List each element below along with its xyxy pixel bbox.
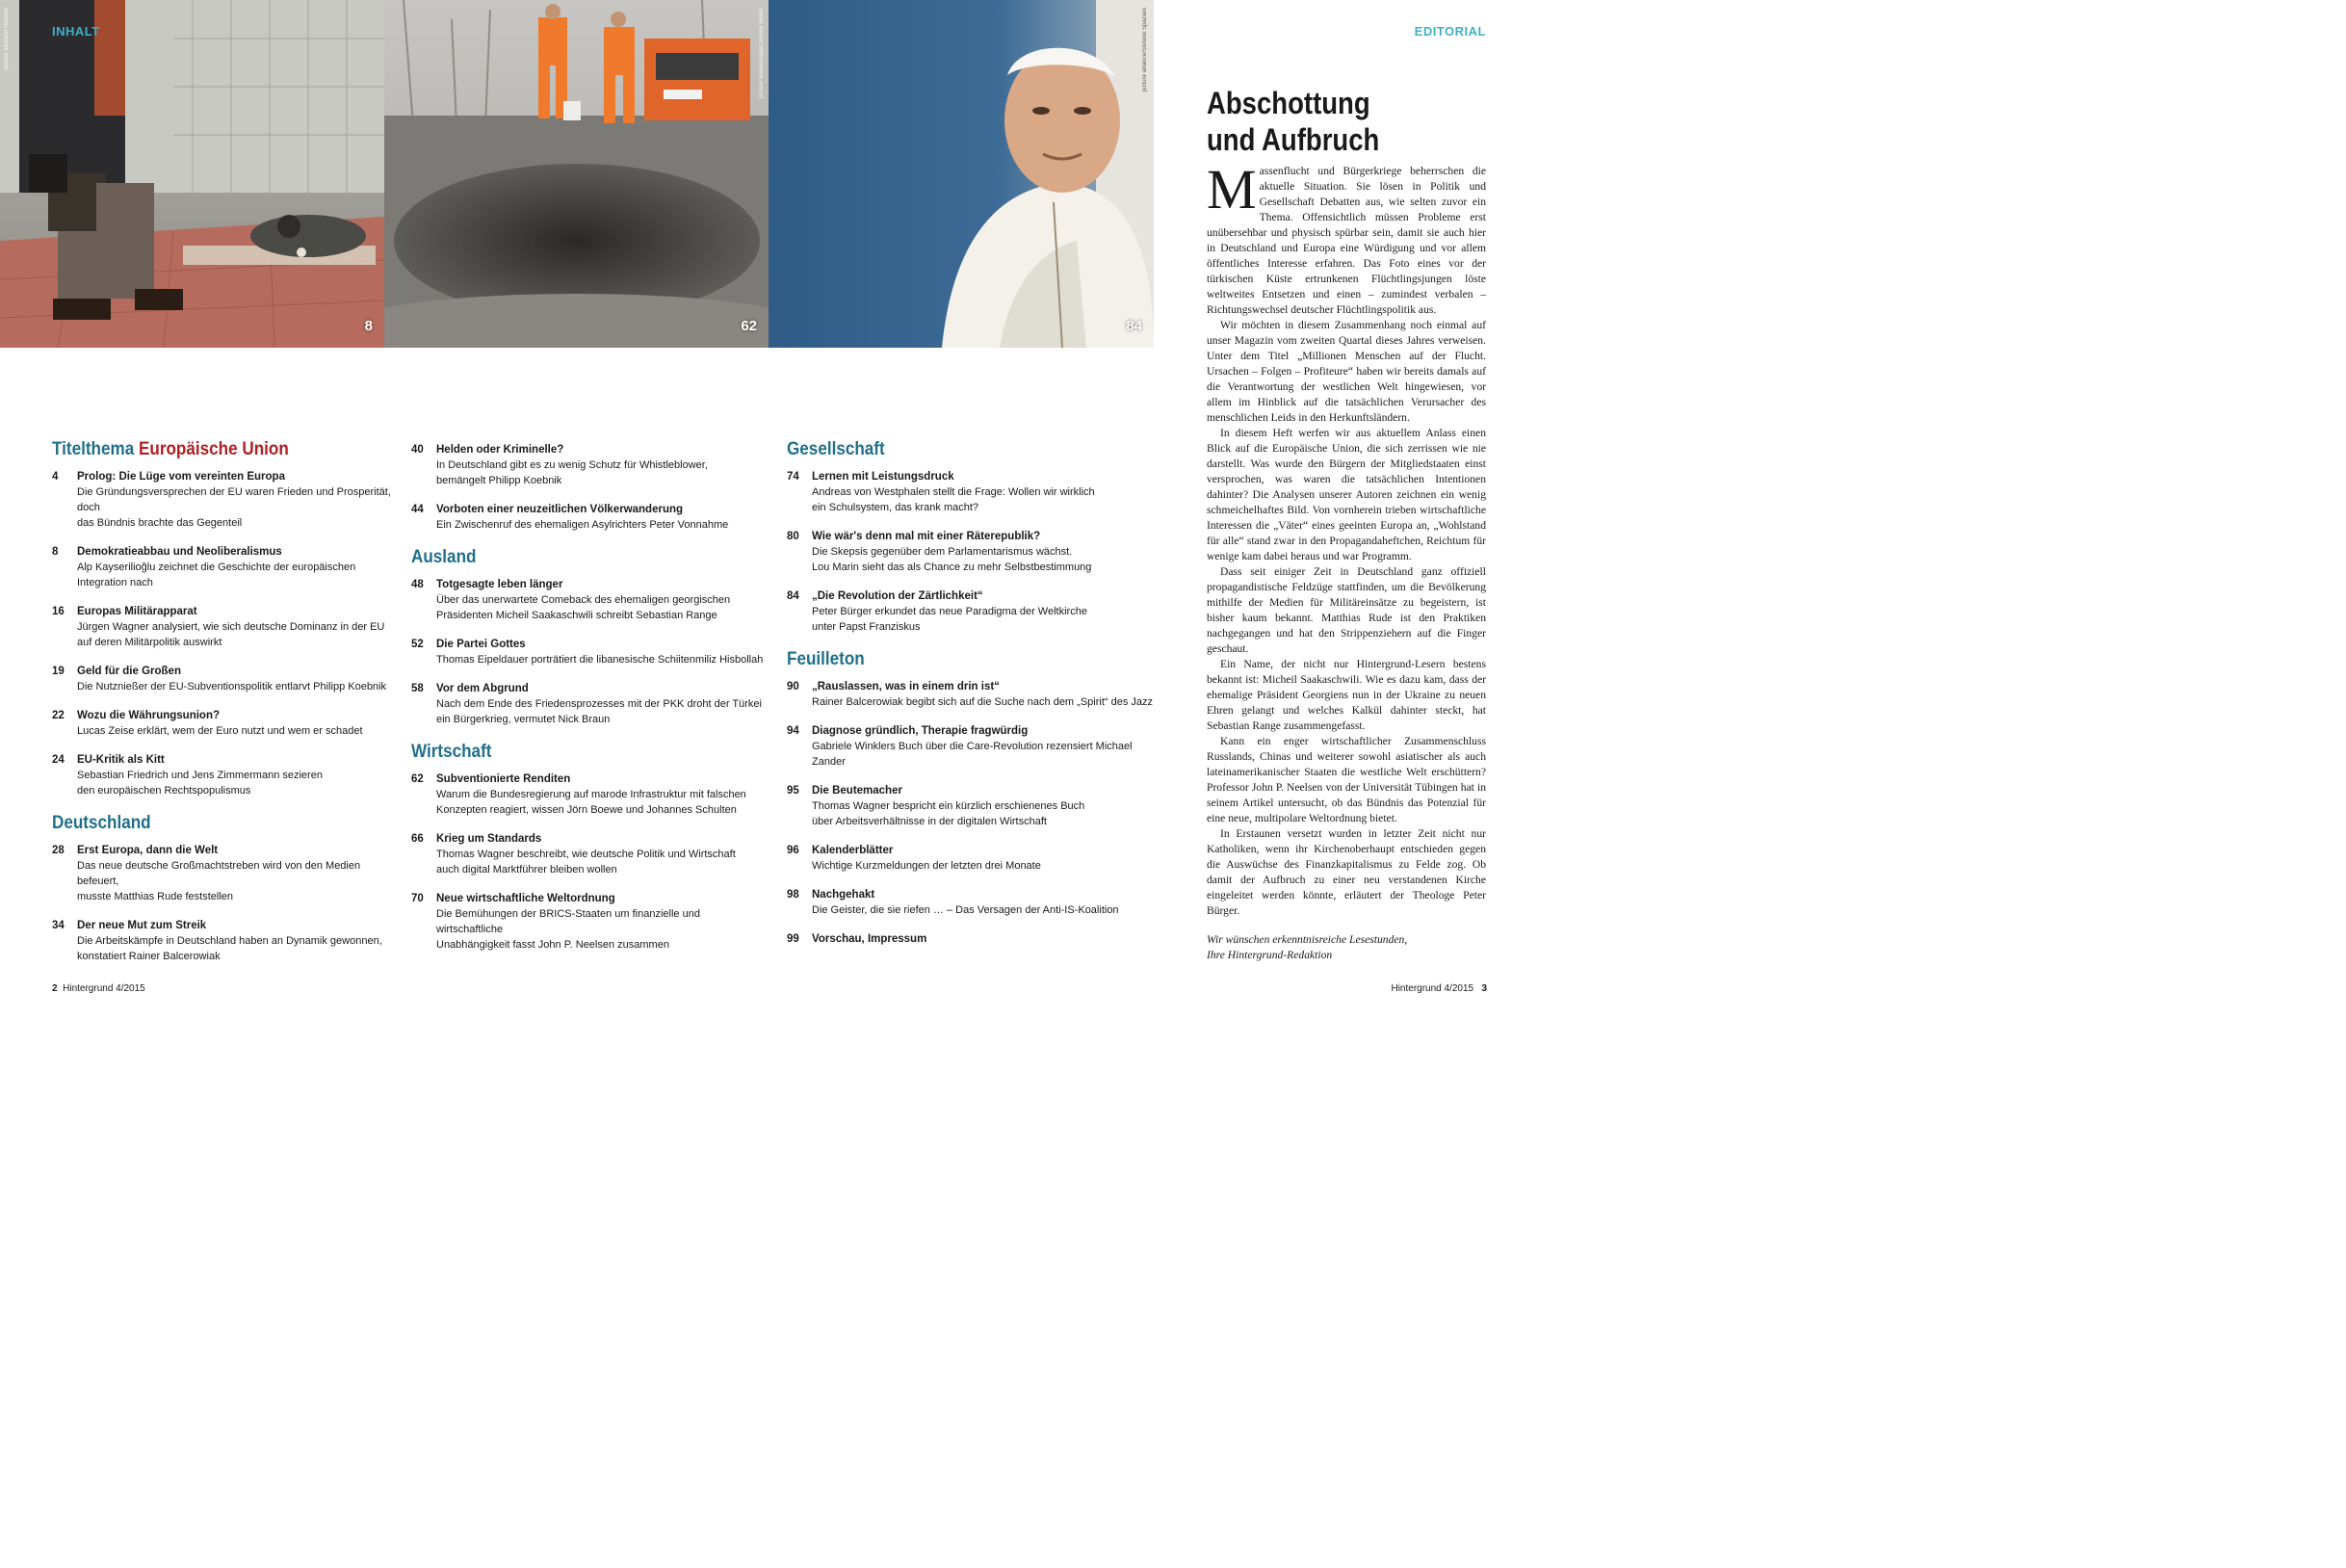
toc-page-number: 34 [52, 920, 65, 931]
toc-page-number: 40 [411, 444, 424, 456]
toc-page-number: 74 [787, 471, 799, 483]
toc-entry-body [436, 891, 768, 953]
section-heading-text: Deutschland [52, 813, 151, 833]
toc-page-number: 90 [787, 681, 799, 693]
toc-entry-description: Die Bemühungen der BRICS-Staaten um finanzielle und wirtschaftliche Unabhängigkeit fasst John P. Neelsen zusammen [436, 908, 700, 951]
toc-entry-description: Alp Kayserilioğlu zeichnet die Geschichte der europäischen Integration nach [77, 562, 356, 588]
toc-entry-description: Peter Bürger erkundet das neue Paradigma der Weltkirche unter Papst Franziskus [812, 606, 1087, 633]
toc-entry-body [812, 843, 1153, 874]
toc-page-number: 84 [787, 590, 799, 602]
toc-entry-title: Die Beutemacher [812, 785, 902, 797]
footer-right-text: Hintergrund 4/2015 [1391, 983, 1474, 994]
photo-pope [769, 0, 1154, 348]
section-heading [411, 741, 732, 764]
toc-entry[interactable] [787, 887, 1153, 918]
page-number-right: 3 [1481, 983, 1487, 994]
toc-entry-description: Das neue deutsche Großmachtstreben wird von den Medien befeuert, musste Matthias Rude feststellen [77, 860, 361, 902]
section-heading [52, 438, 364, 461]
editorial-paragraph [1207, 564, 1486, 657]
toc-page-number: 58 [411, 683, 424, 694]
toc-entry[interactable] [411, 442, 768, 488]
toc-entry-body [436, 577, 768, 623]
toc-entry-description: Die Skepsis gegenüber dem Parlamentarismus wächst. Lou Marin sieht das als Chance zu mehr Selbstbestimmung [812, 546, 1092, 573]
toc-entry[interactable] [52, 752, 399, 798]
footer-right [1391, 983, 1487, 994]
toc-page-number: 96 [787, 845, 799, 856]
toc-entry-description: Die Arbeitskämpfe in Deutschland haben an Dynamik gewonnen, konstatiert Rainer Balcerowiak [77, 935, 382, 962]
toc-entry-title: „Rauslassen, was in einem drin ist“ [812, 681, 1000, 693]
toc-entry-body [77, 469, 399, 531]
toc-page-number: 80 [787, 531, 799, 542]
editorial [1207, 85, 1486, 963]
toc-page-number: 22 [52, 710, 65, 721]
editorial-paragraph [1207, 318, 1486, 426]
toc-entry-title: Vorboten einer neuzeitlichen Völkerwanderung [436, 504, 684, 515]
toc-entry[interactable] [52, 843, 399, 904]
toc-entry-body [77, 544, 399, 590]
toc-entry-description: Thomas Eipeldauer porträtiert die libanesische Schiitenmiliz Hisbollah [436, 654, 764, 666]
toc-column-1 [52, 438, 399, 978]
editorial-label: EDITORIAL [1414, 24, 1486, 39]
section-heading-text: Titelthema [52, 439, 135, 459]
toc-entry-title: Vor dem Abgrund [436, 683, 529, 694]
toc-entry[interactable] [52, 469, 399, 531]
photo-page-number: 84 [1126, 318, 1142, 334]
toc-entry-body [812, 887, 1153, 918]
editorial-paragraph-text: Wir möchten in diesem Zusammenhang noch einmal auf unser Magazin vom zweiten Quartal dieses Jahres verweisen. Unter dem Titel „Millionen Menschen auf der Flucht. Ursachen – Folgen – Profiteure“ haben wir bereits damals auf die Verantwortung der westlichen Welt hingewiesen, vor allem im Hinblick auf die tatsächlichen Verursacher des menschlichen Leids in den Herkunftsländern. [1207, 319, 1486, 424]
toc-entry-description: Lucas Zeise erklärt, wem der Euro nutzt und wem er schadet [77, 725, 363, 737]
toc-entry-title: Lernen mit Leistungsdruck [812, 471, 954, 483]
section-heading-text: Ausland [411, 547, 477, 567]
toc-entry[interactable] [787, 783, 1153, 829]
editorial-paragraph [1207, 657, 1486, 734]
photo-credit: picture alliance/Stefano Spaziani [1142, 8, 1148, 92]
toc-page-number: 62 [411, 773, 424, 785]
toc-entry-title: Prolog: Die Lüge vom vereinten Europa [77, 471, 285, 483]
section-heading-text: Wirtschaft [411, 742, 492, 762]
section-heading [787, 648, 1116, 671]
toc-entry-body [812, 529, 1153, 575]
toc-page-number: 28 [52, 845, 65, 856]
toc-page-number: 24 [52, 754, 65, 766]
toc-page-number: 95 [787, 785, 799, 797]
toc-entry-body [436, 502, 768, 533]
toc-entry-body [77, 604, 399, 650]
photo-street-scene [0, 0, 384, 348]
toc-page-number: 4 [52, 471, 59, 483]
editorial-title: Abschottung und Aufbruch [1207, 86, 1380, 157]
section-heading [787, 438, 1116, 461]
toc-entry-description: Rainer Balcerowiak begibt sich auf die Suche nach dem „Spirit“ des Jazz [812, 696, 1154, 708]
toc-entry-description: Wichtige Kurzmeldungen der letzten drei Monate [812, 860, 1041, 872]
toc-entry-body [436, 681, 768, 727]
toc-entry-description: Sebastian Friedrich und Jens Zimmermann sezieren den europäischen Rechtspopulismus [77, 770, 323, 797]
toc-entry[interactable] [52, 918, 399, 964]
toc-entry-body [812, 679, 1153, 710]
toc-entry-body [812, 588, 1153, 635]
toc-entry-title: Kalenderblätter [812, 845, 894, 856]
toc-entry[interactable] [411, 831, 768, 877]
toc-page-number: 52 [411, 639, 424, 650]
toc-entry-title: Demokratieabbau und Neoliberalismus [77, 546, 282, 558]
toc-entry-body [436, 442, 768, 488]
footer-left [52, 983, 145, 994]
toc-entry-title: Helden oder Kriminelle? [436, 444, 564, 456]
toc-entry[interactable] [52, 708, 399, 739]
toc-entry-description: Gabriele Winklers Buch über die Care-Revolution rezensiert Michael Zander [812, 741, 1133, 768]
toc-entry-body [77, 918, 399, 964]
toc-page-number: 94 [787, 725, 799, 737]
photo-credit: picture alliance/ Reuters [4, 8, 10, 70]
toc-entry-title: Geld für die Großen [77, 666, 181, 677]
toc-entry-body [812, 931, 1153, 947]
toc-page-number: 66 [411, 833, 424, 845]
toc-entry-title: Krieg um Standards [436, 833, 542, 845]
toc-page-number: 8 [52, 546, 59, 558]
photo-road-pothole [384, 0, 769, 348]
toc-entry-title: Europas Militärapparat [77, 606, 197, 617]
editorial-dropcap: M [1207, 158, 1257, 221]
toc-entry-body [812, 723, 1153, 770]
toc-entry-body [812, 783, 1153, 829]
toc-entry-description: Über das unerwartete Comeback des ehemaligen georgischen Präsidenten Micheil Saakaschwili schreibt Sebastian Range [436, 594, 731, 621]
section-heading-accent: Europäische Union [138, 439, 289, 459]
page-number-left: 2 [52, 983, 58, 994]
toc-entry[interactable] [411, 681, 768, 727]
toc-entry-body [436, 637, 768, 667]
toc-entry-description: Warum die Bundesregierung auf marode Infrastruktur mit falschen Konzepten reagiert, wissen Jörn Boewe und Johannes Schulten [436, 789, 746, 816]
toc-entry-description: Ein Zwischenruf des ehemaligen Asylrichters Peter Vonnahme [436, 519, 729, 531]
section-heading-text: Gesellschaft [787, 439, 885, 459]
toc-entry-title: Wozu die Währungsunion? [77, 710, 220, 721]
editorial-paragraph-text: Dass seit einiger Zeit in Deutschland ganz offiziell propagandistische Feldzüge stattfinden, um die Bevölkerung mithilfe der Medien für Militäreinsätze zu begeistern, ist bisher kaum bekannt. Matthias Rude ist den Praktiken nachgegangen und hat den Strippenziehern auf die Finger geschaut. [1207, 565, 1486, 655]
toc-entry[interactable] [787, 931, 1153, 947]
toc-entry-title: Diagnose gründlich, Therapie fragwürdig [812, 725, 1029, 737]
toc-entry-title: Neue wirtschaftliche Weltordnung [436, 893, 615, 904]
toc-entry-title: Vorschau, Impressum [812, 933, 927, 945]
inhalt-label: INHALT [52, 24, 100, 39]
toc-page-number: 16 [52, 606, 65, 617]
editorial-paragraph-text: Ein Name, der nicht nur Hintergrund-Lesern bestens bekannt ist: Micheil Saakaschwili. Wie es dazu kam, dass der ehemalige Präsident Georgiens nun in der Ukraine zu neuen Ehren gelangt und welches Kalkül dahinter steckt, hat Sebastian Range zusammengefasst. [1207, 658, 1486, 732]
toc-entry-body [436, 771, 768, 818]
toc-entry-title: Der neue Mut zum Streik [77, 920, 207, 931]
toc-entry-title: Die Partei Gottes [436, 639, 526, 650]
editorial-paragraph-text: Kann ein enger wirtschaftlicher Zusammenschluss Russlands, Chinas und weiterer sowohl asiatischer als auch lateinamerikanischer Staaten die westliche Welt erschüttern? Professor John P. Neelsen von der Universität Tübingen hat in seinem Artikel untersucht, ob das Bündnis das Potenzial für eine neue, multipolare Weltordnung bietet. [1207, 735, 1486, 824]
toc-entry[interactable] [787, 843, 1153, 874]
toc-entry-description: Die Geister, die sie riefen … – Das Versagen der Anti-IS-Koalition [812, 904, 1119, 916]
toc-entry-title: „Die Revolution der Zärtlichkeit“ [812, 590, 983, 602]
toc-entry-body [77, 708, 399, 739]
toc-page-number: 19 [52, 666, 65, 677]
toc-entry-title: Totgesagte leben länger [436, 579, 563, 590]
toc-page-number: 44 [411, 504, 424, 515]
toc-entry-description: Andreas von Westphalen stellt die Frage: Wollen wir wirklich ein Schulsystem, das krank macht? [812, 486, 1095, 513]
section-heading [52, 812, 364, 835]
toc-entry-body [77, 752, 399, 798]
toc-entry-description: Die Gründungsversprechen der EU waren Frieden und Prosperität, doch das Bündnis brachte das Gegenteil [77, 486, 391, 529]
editorial-paragraph-text: In diesem Heft werfen wir aus aktuellem Anlass einen Blick auf die Europäische Union, die sich zerrissen wie nie darstellt. Was wurde den Bürgern der Mitgliedstaaten einst versprochen, was waren die tatsächlichen Intentionen dahinter? Die Analysen unserer Autoren zeichnen ein wenig schmeichelhaftes Bild. Von vornherein trieben wirtschaftliche Interessen die „Väter“ eines geeinten Europa an, „Wohlstand für alle“ stand zwar in den Propagandaheftchen, Reichtum für wenige kam dabei heraus und war Programm. [1207, 427, 1486, 562]
section-heading-text: Feuilleton [787, 649, 865, 669]
toc-page-number: 98 [787, 889, 799, 901]
toc-entry-body [436, 831, 768, 877]
photo-page-number: 8 [364, 318, 373, 334]
toc-column-3 [787, 438, 1153, 960]
toc-entry-body [77, 664, 399, 694]
toc-entry[interactable] [787, 588, 1153, 635]
toc-entry-title: Subventionierte Renditen [436, 773, 571, 785]
toc-entry-title: Wie wär's denn mal mit einer Räterepublik? [812, 531, 1041, 542]
toc-entry[interactable] [787, 723, 1153, 770]
editorial-paragraph-text: In Erstaunen versetzt wurden in letzter Zeit nicht nur Katholiken, wenn ihr Kirchenoberhaupt entschieden gegen die Auswüchse des Finanzkapitalismus zu Felde zog. Ob damit der Aufbruch zu einer neu verstandenen Kirche eingeleitet werden könnte, erläutert der Theologe Peter Bürger. [1207, 827, 1486, 917]
toc-entry[interactable] [52, 544, 399, 590]
section-heading [411, 546, 732, 569]
toc-entry-description: In Deutschland gibt es zu wenig Schutz für Whistleblower, bemängelt Philipp Koebnik [436, 459, 708, 486]
toc-entry[interactable] [411, 577, 768, 623]
toc-entry-description: Die Nutznießer der EU-Subventionspolitik entlarvt Philipp Koebnik [77, 681, 386, 693]
toc-column-2 [411, 442, 768, 966]
toc-entry-body [77, 843, 399, 904]
editorial-paragraph [1207, 826, 1486, 919]
toc-entry[interactable] [787, 469, 1153, 515]
editorial-paragraph [1207, 426, 1486, 564]
toc-entry-description: Thomas Wagner bespricht ein kürzlich erschienenes Buch über Arbeitsverhältnisse in der digitalen Wirtschaft [812, 800, 1085, 827]
toc-entry[interactable] [411, 771, 768, 818]
toc-entry-description: Nach dem Ende des Friedensprozesses mit der PKK droht der Türkei ein Bürgerkrieg, vermutet Nick Braun [436, 698, 762, 725]
toc-page-number: 48 [411, 579, 424, 590]
toc-entry[interactable] [411, 891, 768, 953]
photo-page-number: 62 [741, 318, 757, 334]
toc-entry[interactable] [52, 604, 399, 650]
toc-entry-description: Thomas Wagner beschreibt, wie deutsche Politik und Wirtschaft auch digital Marktführer bleiben wollen [436, 849, 736, 875]
toc-page-number: 99 [787, 933, 799, 945]
footer-left-text: Hintergrund 4/2015 [63, 983, 145, 994]
editorial-paragraph-text: assenflucht und Bürgerkriege beherrschen die aktuelle Situation. Sie lösen in Politik und Gesellschaft Debatten aus, wie selten zuvor ein Thema. Offensichtlich müssen Probleme erst unübersehbar und physisch spürbar sein, damit sie auch hier in Deutschland und Europa eine Würdigung und vor allem öffentliches Interesse erfahren. Das Foto eines vor der türkischen Küste ertrunkenen Flüchtlingsjungen löste weltweites Entsetzen und einen – zumindest verbalen – Richtungswechsel deutscher Flüchtlingspolitik aus. [1207, 165, 1486, 316]
toc-entry-title: Erst Europa, dann die Welt [77, 845, 219, 856]
photo-credit: picture alliance/dpa/Caroline Seidel [759, 8, 765, 99]
toc-entry[interactable] [787, 529, 1153, 575]
toc-entry-description: Jürgen Wagner analysiert, wie sich deutsche Dominanz in der EU auf deren Militärpolitik auswirkt [77, 621, 385, 648]
toc-entry[interactable] [411, 502, 768, 533]
toc-entry-title: EU-Kritik als Kitt [77, 754, 165, 766]
toc-entry[interactable] [787, 679, 1153, 710]
toc-entry[interactable] [52, 664, 399, 694]
toc-page-number: 70 [411, 893, 424, 904]
editorial-body [1207, 158, 1486, 919]
editorial-paragraph [1207, 734, 1486, 826]
toc-entry-body [812, 469, 1153, 515]
toc-entry-title: Nachgehakt [812, 889, 875, 901]
toc-entry[interactable] [411, 637, 768, 667]
editorial-signature: Wir wünschen erkenntnisreiche Lesestunden, Ihre Hintergrund-Redaktion [1207, 933, 1408, 961]
editorial-paragraph [1207, 158, 1486, 318]
